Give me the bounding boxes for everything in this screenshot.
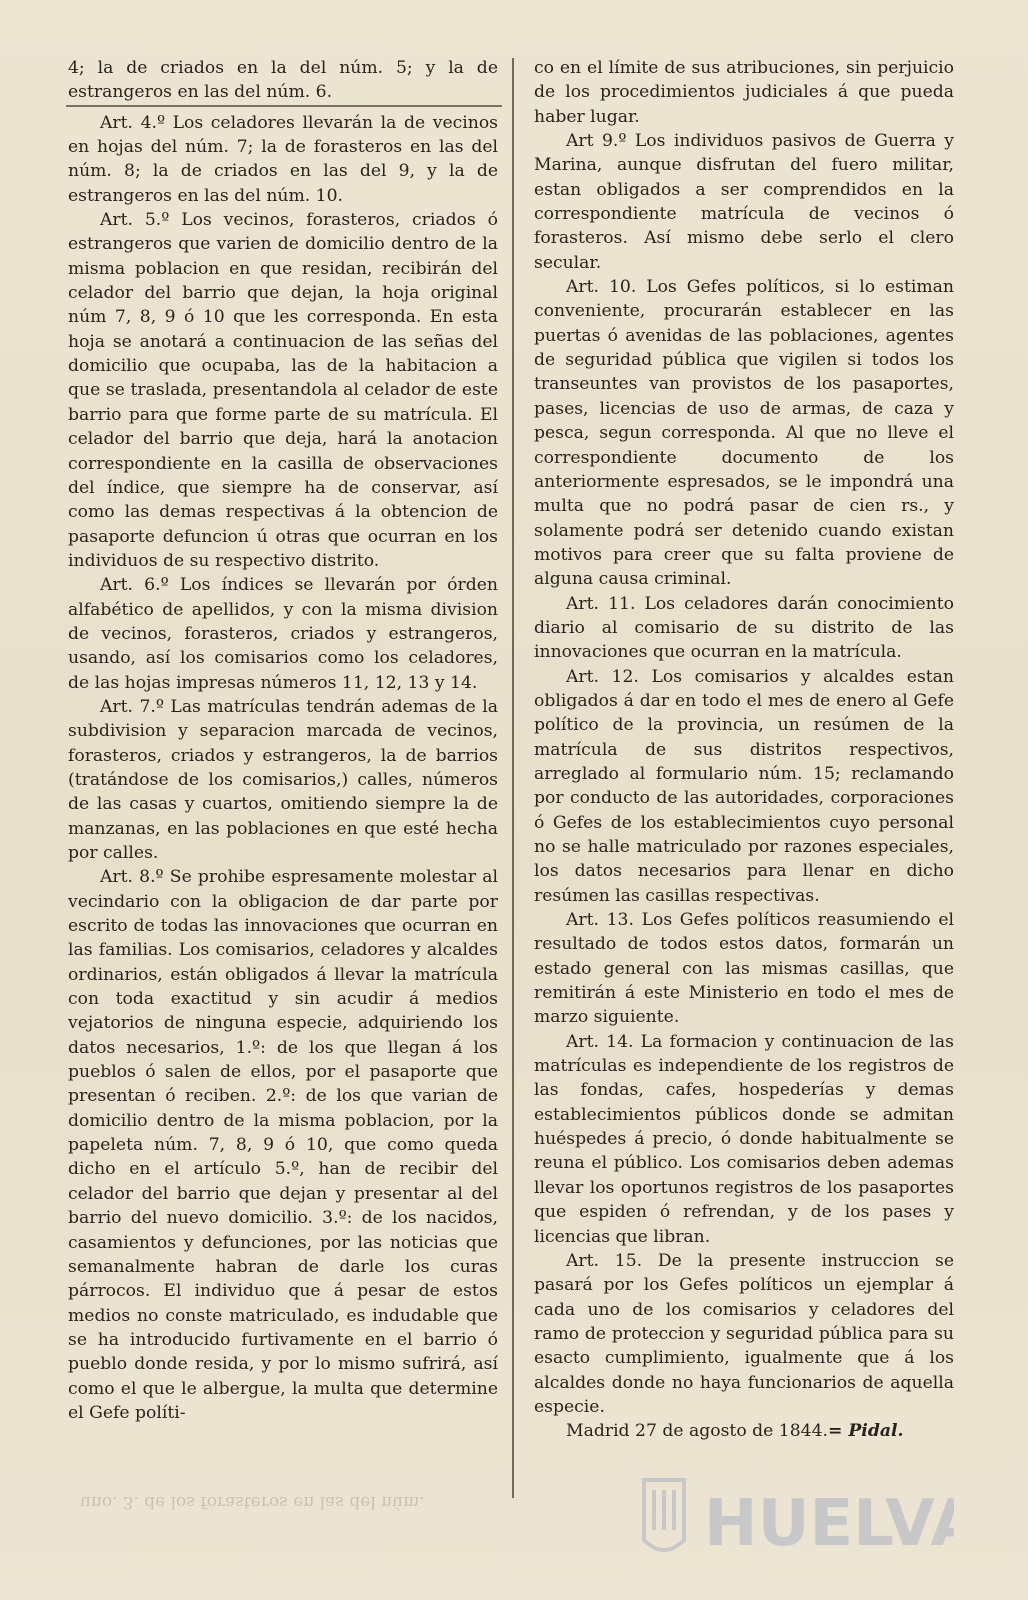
- article-14: Art. 14. La formacion y continuacion de las matrículas es independiente de los registros de las fondas, cafes, hospederías y demas establecimientos públicos donde se admitan huéspedes á precio, ó donde habitualmente se reuna el público. Los comisarios deben ademas llevar los oportunos registros de los pasaportes que espiden ó refrendan, y de los pases y licencias que libran.: [534, 1031, 954, 1247]
- date-text: Madrid 27 de agosto de 1844.: [566, 1421, 828, 1442]
- article-6: Art. 6.º Los índices se llevarán por órden alfabético de apellidos, y con la misma division de vecinos, forasteros, criados y estrangeros, usando, así los comisarios como los celadores, de las hojas impresas números 11, 12, 13 y 14.: [68, 575, 498, 693]
- date-line: [534, 1419, 954, 1443]
- article-9: Art 9.º Los individuos pasivos de Guerra y Marina, aunque disfrutan del fuero militar, estan obligados a ser comprendidos en la correspondiente matrícula de vecinos ó forasteros. Así mismo debe serlo el clero secular.: [534, 131, 954, 273]
- left-column: [68, 56, 498, 1425]
- article-15: Art. 15. De la presente instruccion se pasará por los Gefes políticos un ejemplar á cada uno de los comisarios y celadores del ramo de proteccion y seguridad pública para su esacto cumplimiento, igualmente que á los alcaldes donde no haya funcionarios de aquella especie.: [534, 1250, 954, 1417]
- article-12: Art. 12. Los comisarios y alcaldes estan obligados á dar en todo el mes de enero al Gefe político de la provincia, un resúmen de la matrícula de sus distritos respectivos, arreglado al formulario núm. 15; reclamando por conducto de las autoridades, corporaciones ó Gefes de los establecimientos cuyo personal no se halle matriculado por razones especiales, los datos necesarios para llenar en dicho resúmen las casillas respectivas.: [534, 666, 954, 906]
- article-5: Art. 5.º Los vecinos, forasteros, criados ó estrangeros que varien de domicilio dentro de la misma poblacion en que residan, recibirán del celador del barrio que dejan, la hoja original núm 7, 8, 9 ó 10 que les corresponda. En esta hoja se anotará a continuacion de las señas del domicilio que ocupaba, las de la habitacion a que se traslada, presentandola al celador de este barrio para que forme parte de su matrícula. El celador del barrio que deja, hará la anotacion correspondiente en la casilla de observaciones del índice, que siempre ha de conservar, así como las demas respectivas á la obtencion de pasaporte defuncion ú otras que ocurran en los individuos de su respectivo distrito.: [68, 210, 498, 571]
- stamp-label: HUELVA: [704, 1487, 954, 1561]
- column-divider: [512, 58, 514, 1498]
- archive-stamp: [624, 1460, 954, 1570]
- article-7: Art. 7.º Las matrículas tendrán ademas de la subdivision y separacion marcada de vecinos, forasteros, criados y estrangeros, la de barrios (tratándose de los comisarios,) calles, números de las casas y cuartos, omitiendo siempre la de manzanas, en las poblaciones en que esté hecha por calles.: [68, 696, 498, 863]
- article-4: Art. 4.º Los celadores llevarán la de vecinos en hojas del núm. 7; la de forasteros en las del núm. 8; la de criados en las del 9, y la de estrangeros en las del núm. 10.: [68, 112, 498, 206]
- right-column: [534, 56, 954, 1444]
- article-13: Art. 13. Los Gefes políticos reasumiendo el resultado de todos estos datos, formarán un estado general con las mismas casillas, que remitirán á este Ministerio en todo el mes de marzo siguiente.: [534, 910, 954, 1028]
- archive-stamp-icon: [624, 1460, 954, 1570]
- left-paragraph-1: 4; la de criados en la del núm. 5; y la de estrangeros en las del núm. 6.: [68, 58, 498, 103]
- signature: = Pidal.: [827, 1421, 904, 1442]
- article-8: Art. 8.º Se prohibe espresamente molestar al vecindario con la obligacion de dar parte por escrito de todas las innovaciones que ocurran en las familias. Los comisarios, celadores y alcaldes ordinarios, están obligados á llevar la matrícula con toda exactitud y sin acudir á medios vejatorios de ninguna especie, adquiriendo los datos necesarios, 1.º: de los que llegan á los pueblos ó salen de ellos, por el pasaporte que presentan ó reciben. 2.º: de los que varian de domicilio dentro de la misma poblacion, por la papeleta núm. 7, 8, 9 ó 10, que como queda dicho en el artículo 5.º, han de recibir del celador del barrio que dejan y presentar al del barrio del nuevo domicilio. 3.º: de los nacidos, casamientos y defunciones, por las noticias que semanalmente habran de darle los curas párrocos. El individuo que á pesar de estos medios no conste matriculado, es indudable que se ha introducido furtivamente en el barrio ó pueblo donde resida, y por lo mismo sufrirá, así como el que le albergue, la multa que determine el Gefe políti-: [68, 867, 498, 1423]
- article-10: Art. 10. Los Gefes políticos, si lo estiman conveniente, procurarán establecer en las puertas ó avenidas de las poblaciones, agentes de seguridad pública que vigilen si todos los transeuntes van provistos de los pasaportes, pases, licencias de uso de armas, de caza y pesca, segun corresponda. Al que no lleve el correspondiente documento de los anteriormente espresados, se le impondrá una multa que no podrá pasar de cien rs., y solamente podrá ser detenido cuando existan motivos para creer que su falta proviene de alguna causa criminal.: [534, 277, 954, 590]
- right-paragraph-1: co en el límite de sus atribuciones, sin perjuicio de los procedimientos judiciales á que pueda haber lugar.: [534, 58, 954, 127]
- article-11: Art. 11. Los celadores darán conocimiento diario al comisario de su distrito de las innovaciones que ocurran en la matrícula.: [534, 593, 954, 663]
- bleed-through-text: uno. 3. de los forasteros en las del núm.: [80, 1492, 425, 1512]
